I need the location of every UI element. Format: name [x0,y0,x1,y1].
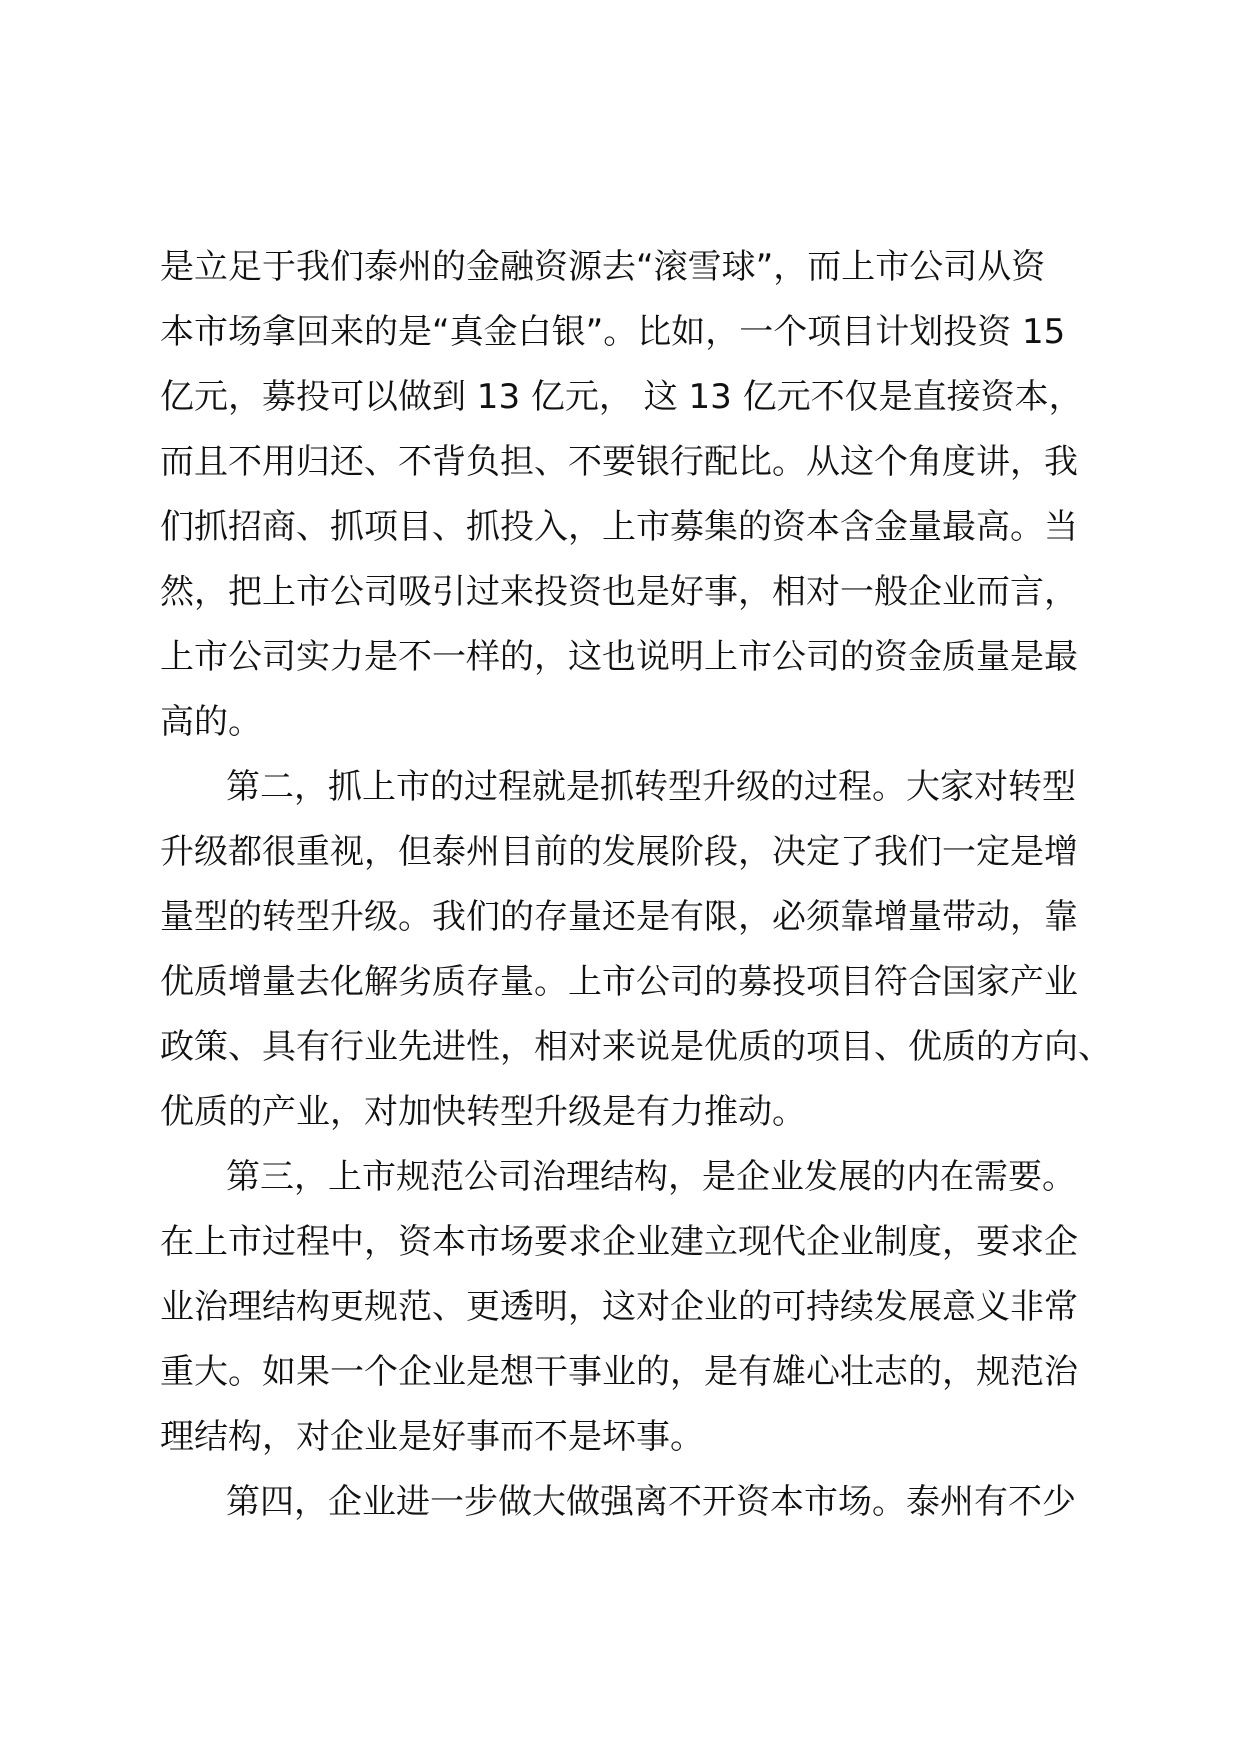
text-line-19: 理结构，对企业是好事而不是坏事。 [160,1417,704,1457]
paragraph-4-first-line: 第四，企业进一步做大做强离不开资本市场。泰州有不少 [226,1482,1076,1522]
text-line-8: 高的。 [160,702,262,742]
paragraph-3-first-line: 第三，上市规范公司治理结构，是企业发展的内在需要。 [226,1157,1076,1197]
text-line-2: 本市场拿回来的是“真金白银”。比如，一个项目计划投资 15 [160,312,1066,352]
text-line-10: 升级都很重视，但泰州目前的发展阶段，决定了我们一定是增 [160,832,1078,872]
text-line-7: 上市公司实力是不一样的，这也说明上市公司的资金质量是最 [160,637,1078,677]
text-line-17: 业治理结构更规范、更透明，这对企业的可持续发展意义非常 [160,1287,1078,1327]
text-line-12: 优质增量去化解劣质存量。上市公司的募投项目符合国家产业 [160,962,1078,1002]
text-line-1: 是立足于我们泰州的金融资源去“滚雪球”，而上市公司从资 [160,247,1046,287]
text-line-18: 重大。如果一个企业是想干事业的，是有雄心壮志的，规范治 [160,1352,1078,1392]
text-line-13: 政策、具有行业先进性，相对来说是优质的项目、优质的方向、 [160,1027,1112,1067]
text-line-16: 在上市过程中，资本市场要求企业建立现代企业制度，要求企 [160,1222,1078,1262]
paragraph-2-first-line: 第二，抓上市的过程就是抓转型升级的过程。大家对转型 [226,767,1076,807]
text-line-14: 优质的产业，对加快转型升级是有力推动。 [160,1092,806,1132]
text-line-3: 亿元，募投可以做到 13 亿元， 这 13 亿元不仅是直接资本， [160,377,1083,417]
text-line-11: 量型的转型升级。我们的存量还是有限，必须靠增量带动，靠 [160,897,1078,937]
text-line-4: 而且不用归还、不背负担、不要银行配比。从这个角度讲，我 [160,442,1078,482]
text-line-5: 们抓招商、抓项目、抓投入，上市募集的资本含金量最高。当 [160,507,1078,547]
text-line-6: 然，把上市公司吸引过来投资也是好事，相对一般企业而言， [160,572,1078,612]
